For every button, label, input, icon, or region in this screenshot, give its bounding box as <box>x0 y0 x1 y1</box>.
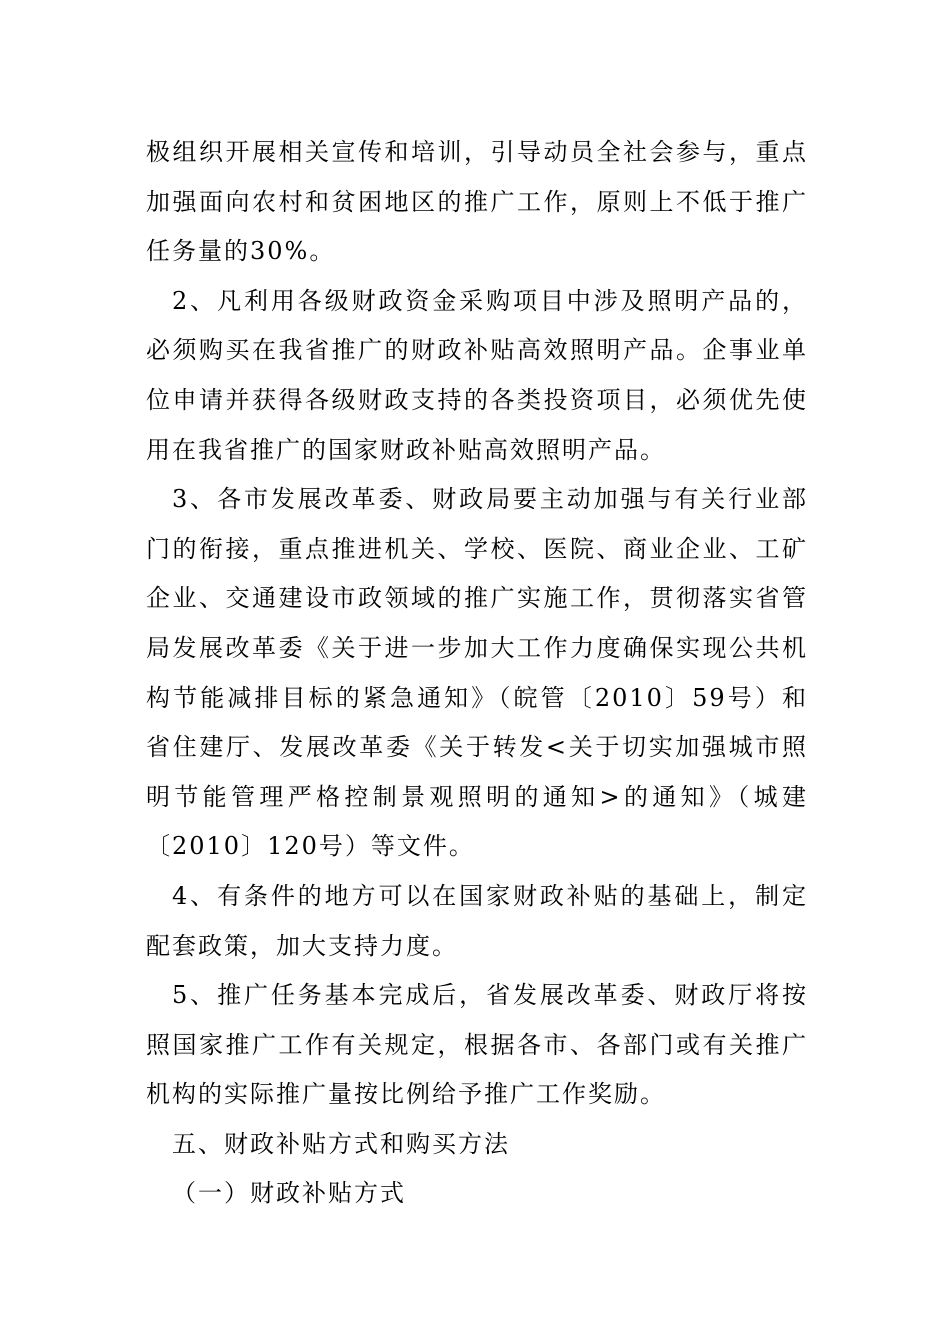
paragraph-item-4: 4、有条件的地方可以在国家财政补贴的基础上，制定配套政策，加大支持力度。 <box>146 881 808 960</box>
subsection-heading: （一）财政补贴方式 <box>172 1179 406 1208</box>
paragraph-item-5: 5、推广任务基本完成后，省发展改革委、财政厅将按照国家推广工作有关规定，根据各市、各部门或有关推广机构的实际推广量按比例给予推广工作奖励。 <box>146 981 808 1109</box>
paragraph-item-3: 3、各市发展改革委、财政局要主动加强与有关行业部门的衔接，重点推进机关、学校、医院、商业企业、工矿企业、交通建设市政领域的推广实施工作，贯彻落实省管局发展改革委《关于进一步加大工作力度确保实现公共机构节能减排目标的紧急通知》（皖管〔2010〕59号）和省住建厅、发展改革委《关于转发<关于切实加强城市照明节能管理严格控制景观照明的通知>的通知》（城建〔2010〕120号）等文件。 <box>146 485 808 861</box>
document-body <box>146 128 808 1219</box>
paragraph-continuation: 极组织开展相关宣传和培训，引导动员全社会参与，重点加强面向农村和贫困地区的推广工作，原则上不低于推广任务量的30%。 <box>146 138 808 266</box>
section-heading: 五、财政补贴方式和购买方法 <box>172 1129 510 1158</box>
paragraph-item-2: 2、凡利用各级财政资金采购项目中涉及照明产品的，必须购买在我省推广的财政补贴高效照明产品。企事业单位申请并获得各级财政支持的各类投资项目，必须优先使用在我省推广的国家财政补贴高效照明产品。 <box>146 286 808 464</box>
